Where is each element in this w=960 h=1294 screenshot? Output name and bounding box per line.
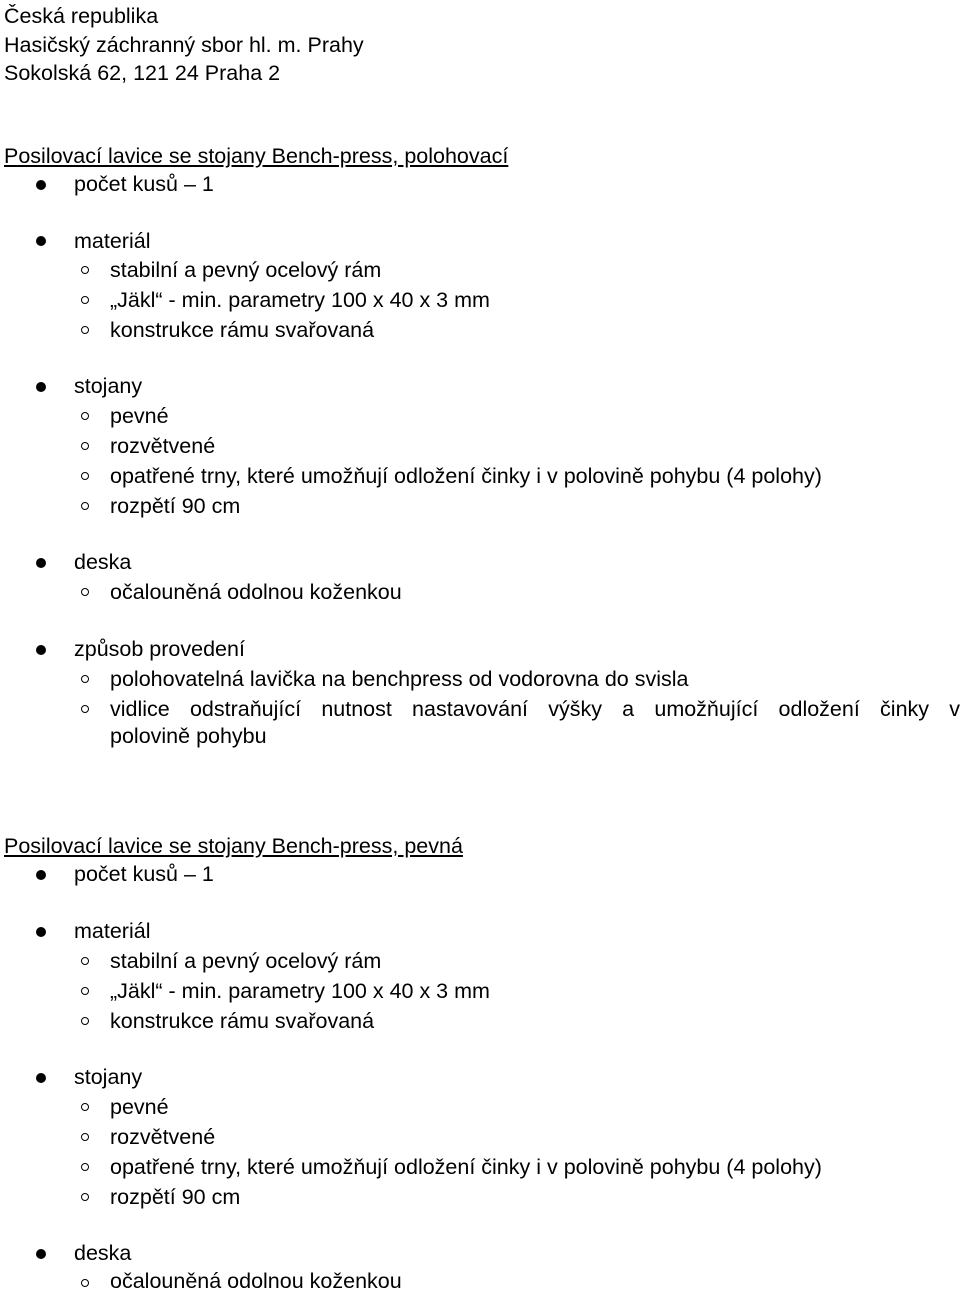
sub-bullet-icon (81, 675, 89, 683)
sub-bullet-icon (81, 412, 89, 420)
sub-bullet-icon (81, 987, 89, 995)
bullet-icon (36, 558, 46, 568)
sub-bullet-icon (81, 326, 89, 334)
section1-deska-item: očalouněná odolnou koženkou (110, 580, 402, 604)
section2-stojany-item: rozpětí 90 cm (110, 1185, 241, 1209)
section2-material: materiál (74, 919, 151, 943)
section1-pocet: počet kusů – 1 (74, 172, 214, 196)
section2-material-item: stabilní a pevný ocelový rám (110, 949, 382, 973)
section1-stojany-item: rozvětvené (110, 434, 216, 458)
bullet-icon (36, 1073, 46, 1083)
section1-stojany-item: rozpětí 90 cm (110, 494, 241, 518)
section2-stojany-item: pevné (110, 1095, 169, 1119)
section2-stojany: stojany (74, 1065, 143, 1089)
bullet-icon (36, 927, 46, 937)
section1-stojany: stojany (74, 374, 143, 398)
section2-deska: deska (74, 1241, 132, 1265)
section1-stojany-item: opatřené trny, které umožňují odložení činky i v polovině pohybu (4 polohy) (110, 464, 822, 488)
section1-zpusob-item: polohovatelná lavička na benchpress od vodorovna do svisla (110, 667, 689, 691)
section1-material: materiál (74, 229, 151, 253)
section2-stojany-item: opatřené trny, které umožňují odložení činky i v polovině pohybu (4 polohy) (110, 1155, 822, 1179)
section1-deska: deska (74, 550, 132, 574)
section1-material-item: „Jäkl“ - min. parametry 100 x 40 x 3 mm (110, 288, 490, 312)
section2-deska-item: očalouněná odolnou koženkou (110, 1269, 402, 1293)
bullet-icon (36, 180, 46, 190)
sub-bullet-icon (81, 502, 89, 510)
section1-zpusob: způsob provedení (74, 637, 245, 661)
sub-bullet-icon (81, 957, 89, 965)
section1-zpusob-item: vidlice odstraňující nutnost nastavování výšky a umožňující odložení činky v (110, 697, 960, 721)
section2-title: Posilovací lavice se stojany Bench-press, pevná (4, 834, 463, 858)
sub-bullet-icon (81, 1103, 89, 1111)
header-organization: Hasičský záchranný sbor hl. m. Prahy (4, 33, 364, 57)
section2-material-item: konstrukce rámu svařovaná (110, 1009, 375, 1033)
sub-bullet-icon (81, 296, 89, 304)
section2-material-item: „Jäkl“ - min. parametry 100 x 40 x 3 mm (110, 979, 490, 1003)
sub-bullet-icon (81, 588, 89, 596)
sub-bullet-icon (81, 1193, 89, 1201)
sub-bullet-icon (81, 705, 89, 713)
section2-pocet: počet kusů – 1 (74, 862, 214, 886)
sub-bullet-icon (81, 1017, 89, 1025)
header-country: Česká republika (4, 4, 159, 28)
bullet-icon (36, 236, 46, 246)
section2-stojany-item: rozvětvené (110, 1125, 216, 1149)
section1-material-item: konstrukce rámu svařovaná (110, 318, 375, 342)
bullet-icon (36, 1249, 46, 1259)
section1-stojany-item: pevné (110, 404, 169, 428)
sub-bullet-icon (81, 1133, 89, 1141)
section1-material-item: stabilní a pevný ocelový rám (110, 258, 382, 282)
sub-bullet-icon (81, 266, 89, 274)
bullet-icon (36, 382, 46, 392)
sub-bullet-icon (81, 442, 89, 450)
sub-bullet-icon (81, 1279, 89, 1287)
bullet-icon (36, 645, 46, 655)
section1-zpusob-item-continuation: polovině pohybu (110, 724, 267, 748)
bullet-icon (36, 870, 46, 880)
header-address: Sokolská 62, 121 24 Praha 2 (4, 61, 281, 85)
section1-title: Posilovací lavice se stojany Bench-press, polohovací (4, 144, 509, 168)
sub-bullet-icon (81, 1163, 89, 1171)
sub-bullet-icon (81, 472, 89, 480)
